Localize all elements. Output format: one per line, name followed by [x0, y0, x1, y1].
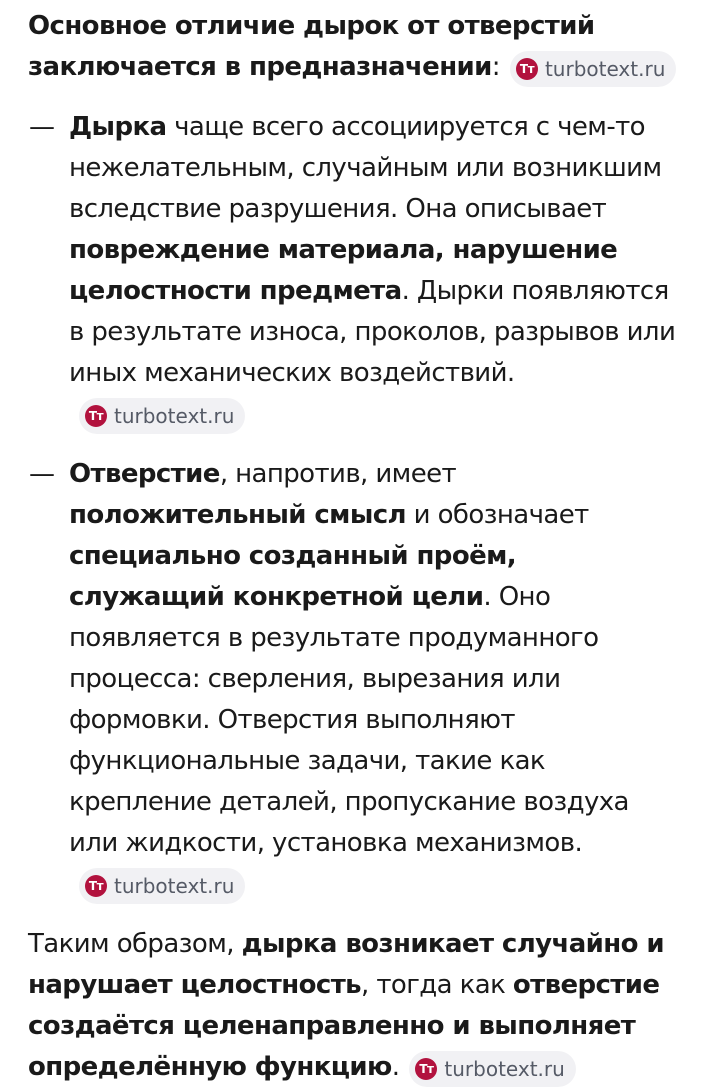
- item-bold-phrase: повреждение материала, нарушение целостности предмета: [69, 235, 618, 306]
- turbotext-favicon-icon: Тт: [415, 1058, 437, 1080]
- item-text: . Дырки появляются в результате износа, проколов, разрывов или иных механических воздействий.: [69, 276, 676, 388]
- conclusion-text: , тогда как: [361, 970, 513, 1000]
- turbotext-favicon-icon: Тт: [85, 405, 107, 427]
- conclusion-paragraph: [28, 924, 679, 1088]
- source-chip-label: turbotext.ru: [544, 57, 666, 81]
- list-item: [28, 107, 679, 435]
- item-bold-phrase: положительный смысл: [69, 500, 406, 530]
- turbotext-favicon-icon: Тт: [516, 58, 538, 80]
- item-text: , напротив, имеет: [219, 459, 457, 489]
- intro-bold: Основное отличие дырок от отверстий заключается в предназначении: [28, 11, 595, 82]
- conclusion-text: .: [391, 1052, 400, 1082]
- source-chip[interactable]: [409, 1051, 575, 1087]
- source-chip[interactable]: [510, 51, 676, 87]
- item-text: и обозначает: [406, 500, 589, 530]
- item-bold-phrase: специально созданный проём, служащий конкретной цели: [69, 541, 517, 612]
- item-term: Дырка: [69, 112, 167, 142]
- source-chip[interactable]: [79, 398, 245, 434]
- conclusion-text: Таким образом,: [28, 929, 242, 959]
- list-dash: —: [29, 112, 55, 142]
- conclusion-bold: отверстие создаётся целенаправленно и выполняет определённую функцию: [28, 970, 660, 1082]
- source-chip-label: turbotext.ru: [114, 874, 235, 898]
- turbotext-favicon-icon: Тт: [85, 875, 107, 897]
- source-chip-label: turbotext.ru: [444, 1057, 565, 1081]
- conclusion-bold: дырка возникает случайно и нарушает целостность: [28, 929, 664, 1000]
- item-text: чаще всего ассоциируется с чем-то нежелательным, случайным или возникшим вследствие разрушения. Она описывает: [69, 112, 662, 224]
- source-chip[interactable]: [79, 868, 245, 904]
- item-text: . Оно появляется в результате продуманного процесса: сверления, вырезания или формовки. Отверстия выполняют функциональные задачи, такие как крепление деталей, пропускание воздуха или жидкости, установка механизмов.: [69, 582, 629, 858]
- item-term: Отверстие: [69, 459, 220, 489]
- intro-paragraph: [28, 6, 679, 88]
- intro-tail: :: [491, 52, 500, 82]
- list-item: [28, 454, 679, 905]
- list-dash: —: [29, 459, 55, 489]
- source-chip-label: turbotext.ru: [114, 404, 235, 428]
